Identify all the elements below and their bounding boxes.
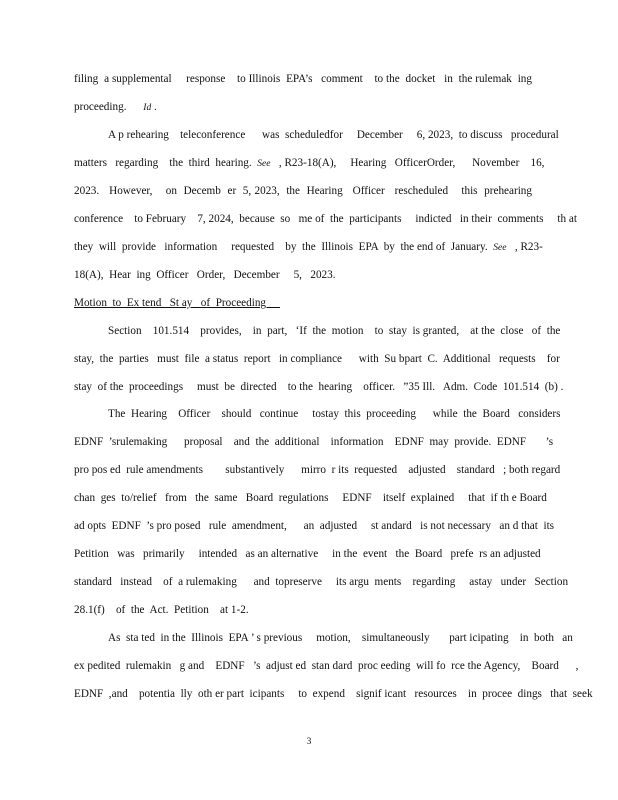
text-line-13 (108, 407, 561, 421)
line-text: ad opts EDNF ’s pro posed rule amendment, an adjusted st andard is not necessary an d that its (74, 520, 555, 532)
italic-citation: Id (143, 103, 152, 113)
line-text: ex pedited rulemakin g and EDNF ’s adjust ed stan dard proc eeding will fo rce the Agency, Board , (74, 660, 579, 672)
text-line-10 (108, 324, 561, 338)
line-text: matters regarding the third hearing. (74, 157, 258, 169)
text-line-8 (74, 268, 532, 282)
line-text: 2023. However, on Decemb er 5, 2023, the Hearing Officer rescheduled this prehearing (74, 185, 532, 197)
line-text: standard instead of a rulemaking and topreserve its argu ments regarding astay under Section (74, 576, 569, 588)
text-line-15 (74, 463, 561, 477)
line-text: 28.1(f) of the Act. Petition at 1-2. (74, 604, 249, 616)
line-text: , R23- (506, 241, 543, 253)
text-line-16 (74, 491, 547, 505)
text-line-11 (74, 352, 560, 366)
text-line-20 (74, 603, 532, 617)
line-text: chan ges to/relief from the same Board regulations EDNF itself explained that if th e Board (74, 492, 547, 504)
text-line-3 (108, 128, 559, 142)
italic-citation: See (493, 243, 507, 253)
line-text: , R23-18(A), Hearing OfficerOrder, November 16, (270, 157, 545, 169)
italic-citation: See (257, 159, 271, 169)
text-line-23 (74, 687, 593, 701)
line-text: 18(A), Hear ing Officer Order, December 5, 2023. (74, 269, 336, 281)
page-number: 3 (306, 737, 312, 747)
line-text: Section 101.514 provides, in part, ‘If the motion to stay is granted, at the close of the (108, 325, 561, 337)
text-line-22 (74, 659, 579, 673)
line-text: stay of the proceedings must be directed to the hearing officer. ”35 Ill. Adm. Code 101.514 (b) . (74, 381, 564, 393)
line-text: they will provide information requested by the Illinois EPA by the end of January. (74, 241, 494, 253)
line-text: A p rehearing teleconference was scheduledfor December 6, 2023, to discuss procedural (108, 129, 559, 141)
line-text: Petition was primarily intended as an alternative in the event the Board prefe rs an adjusted (74, 548, 541, 560)
underlined-heading-text: Motion to Ex tend St ay of Proceeding (74, 297, 281, 309)
section-heading (74, 296, 532, 310)
text-line-7 (74, 240, 543, 255)
text-line-14 (74, 435, 554, 449)
text-line-4 (74, 156, 545, 171)
line-text: stay, the parties must file a status report in compliance with Su bpart C. Additional requests for (74, 353, 560, 365)
text-line-18 (74, 547, 541, 561)
text-line-6 (74, 212, 577, 226)
line-text: filing a supplemental response to Illinois EPA’s comment to the docket in the rulemak ing (74, 73, 532, 85)
text-line-21 (108, 631, 573, 645)
text-line-1 (74, 72, 532, 86)
line-text: The Hearing Officer should continue tostay this proceeding while the Board considers (108, 408, 561, 420)
text-line-5 (74, 184, 532, 198)
line-text: conference to February 7, 2024, because so me of the participants indicted in their comments th at (74, 213, 577, 225)
text-line-19 (74, 575, 569, 589)
line-text: pro pos ed rule amendments substantively mirro r its requested adjusted standard ; both regard (74, 464, 561, 476)
text-line-12 (74, 380, 564, 394)
line-text: EDNF ,and potentia lly oth er part icipants to expend signif icant resources in procee dings that seek (74, 688, 593, 700)
text-line-2 (74, 100, 532, 115)
text-line-17 (74, 519, 555, 533)
line-text: EDNF ’srulemaking proposal and the additional information EDNF may provide. EDNF ’s (74, 436, 554, 448)
line-text: As sta ted in the Illinois EPA ’ s previous motion, simultaneously part icipating in both an (108, 632, 573, 644)
line-text: proceeding. (74, 101, 144, 113)
line-text: . (151, 101, 157, 113)
